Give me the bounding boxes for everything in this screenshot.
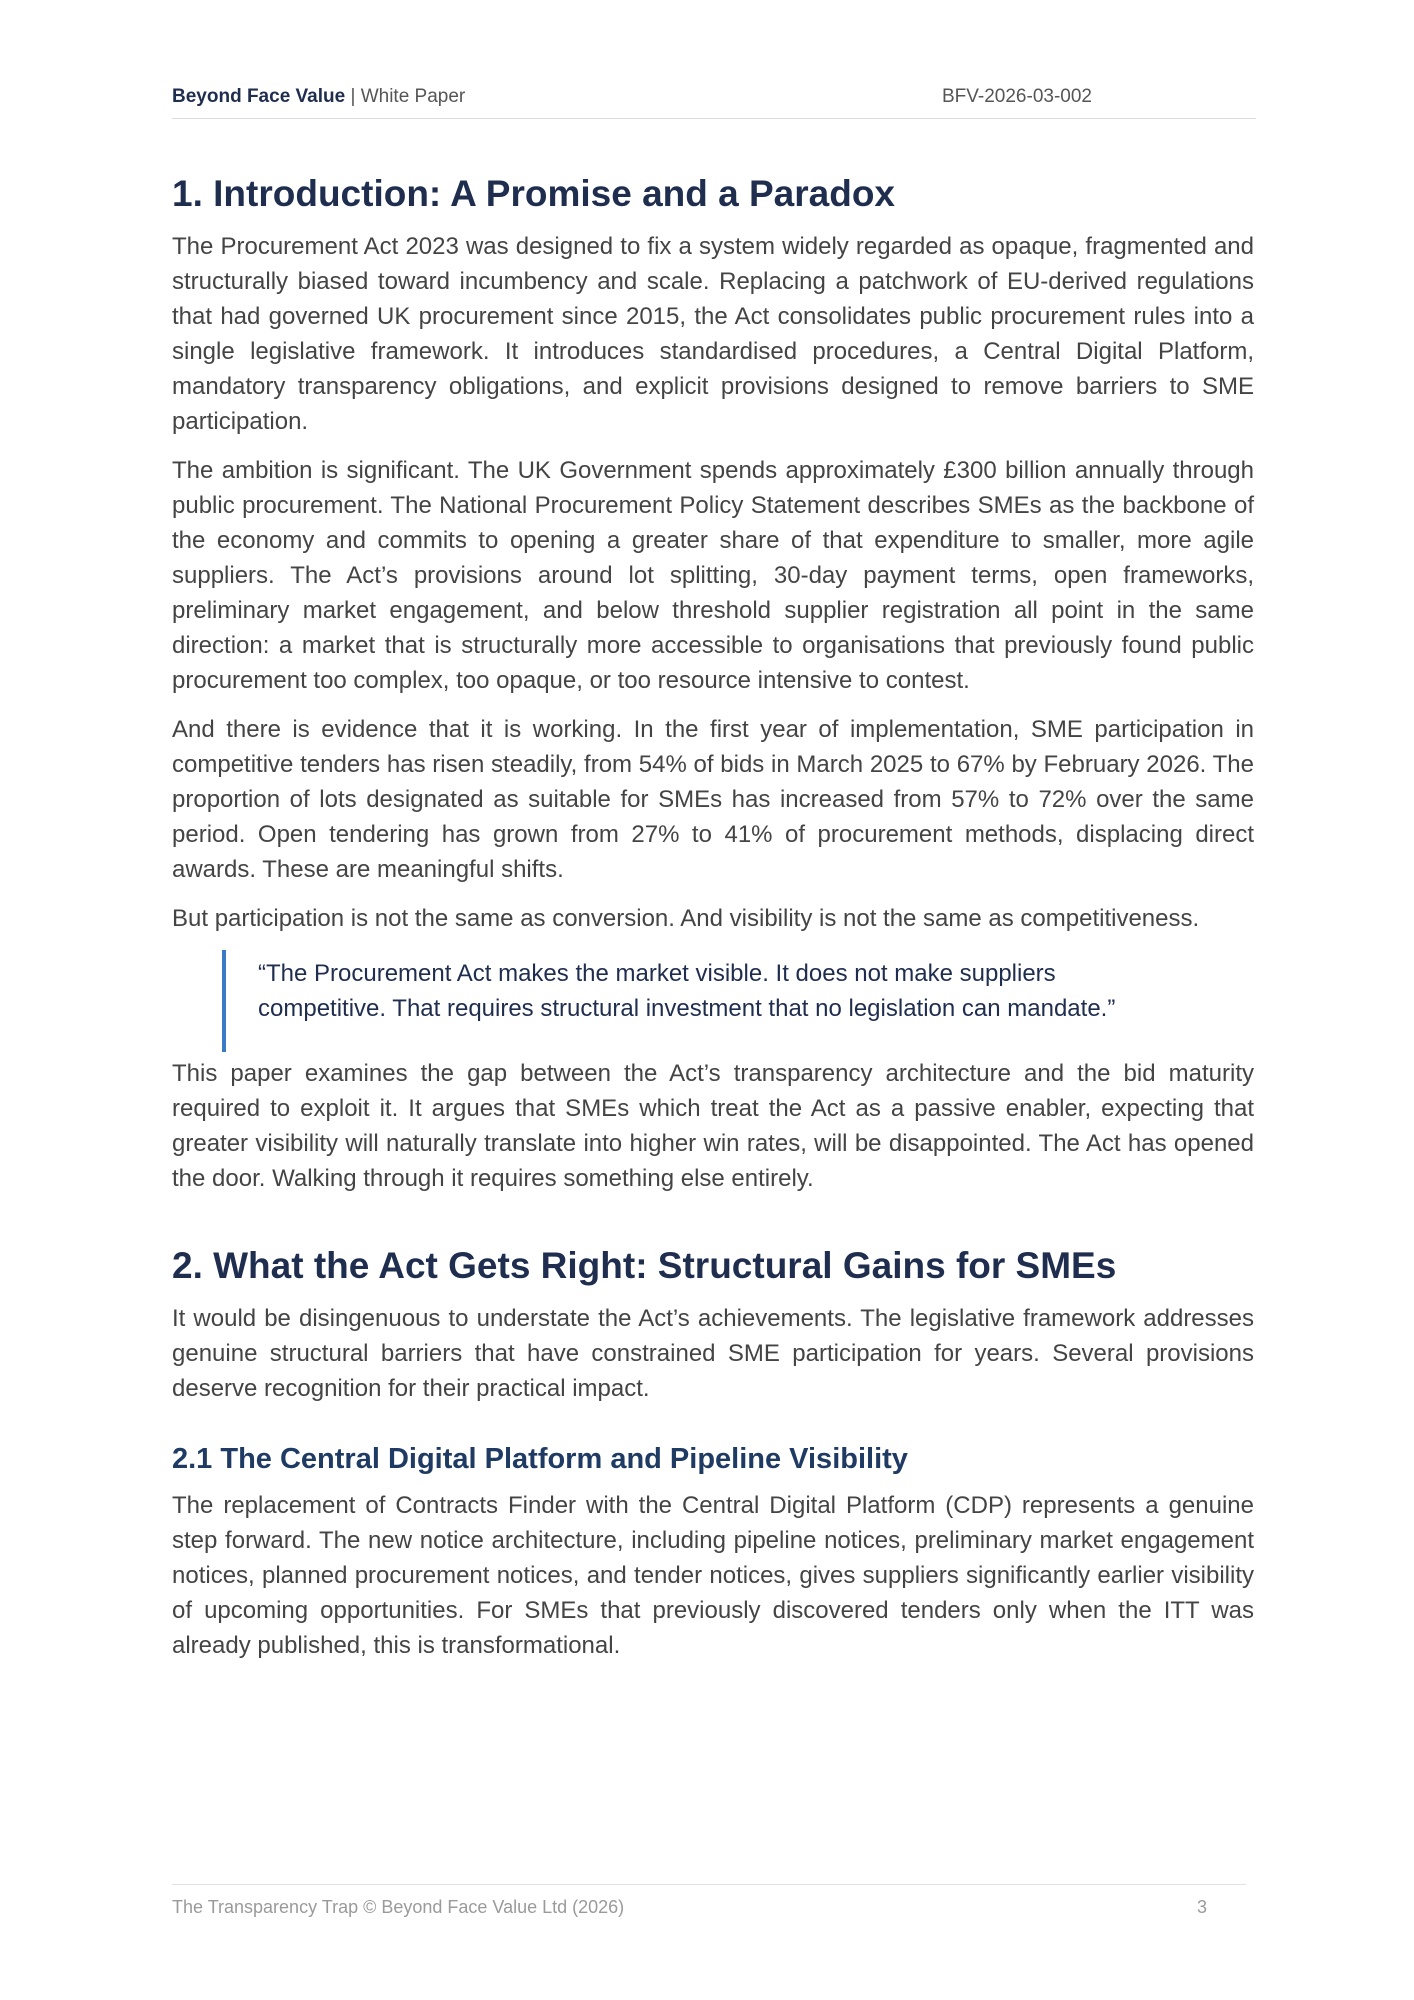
document-id: BFV-2026-03-002	[942, 86, 1092, 107]
brand-name: Beyond Face Value	[172, 86, 346, 107]
page-footer	[172, 1884, 1246, 1917]
section-heading-what-act-gets-right: 2. What the Act Gets Right: Structural Gains for SMEs	[172, 1245, 1117, 1286]
page-number: 3	[1197, 1897, 1208, 1917]
paragraph: And there is evidence that it is working. In the first year of implementation, SME participation in competitive tenders has risen steadily, from 54% of bids in March 2025 to 67% by February 2026. The proportion of lots designated as suitable for SMEs has increased from 57% to 72% over the same period. Open tendering has grown from 27% to 41% of procurement methods, displacing direct awards. These are meaningful shifts.	[172, 716, 1254, 883]
paragraph: But participation is not the same as conversion. And visibility is not the same as competitiveness.	[172, 905, 1200, 932]
section-heading-introduction: 1. Introduction: A Promise and a Paradox	[172, 173, 895, 214]
paragraph: This paper examines the gap between the Act’s transparency architecture and the bid maturity required to exploit it. It argues that SMEs which treat the Act as a passive enabler, expecting that greater visibility will naturally translate into higher win rates, will be disappointed. The Act has opened the door. Walking through it requires something else entirely.	[172, 1060, 1254, 1192]
pull-quote	[222, 950, 1158, 1052]
header-left	[172, 84, 465, 110]
section-spacer	[172, 1210, 1254, 1240]
paragraph: The replacement of Contracts Finder with the Central Digital Platform (CDP) represents a genuine step forward. The new notice architecture, including pipeline notices, preliminary market engagement notices, planned procurement notices, and tender notices, gives suppliers significantly earlier visibility of upcoming opportunities. For SMEs that previously discovered tenders only when the ITT was already published, this is transformational.	[172, 1492, 1254, 1659]
document-type: White Paper	[360, 86, 466, 107]
header-separator: |	[350, 86, 356, 107]
paragraph: The ambition is significant. The UK Government spends approximately £300 billion annually through public procurement. The National Procurement Policy Statement describes SMEs as the backbone of the economy and commits to opening a greater share of that expenditure to smaller, more agile suppliers. The Act’s provisions around lot splitting, 30-day payment terms, open frameworks, preliminary market engagement, and below threshold supplier registration all point in the same direction: a market that is structurally more accessible to organisations that previously found public procurement too complex, too opaque, or too resource intensive to contest.	[172, 457, 1254, 694]
paragraph: It would be disingenuous to understate the Act’s achievements. The legislative framework addresses genuine structural barriers that have constrained SME participation for years. Several provisions deserve recognition for their practical impact.	[172, 1305, 1254, 1402]
footer-title: The Transparency Trap © Beyond Face Value Ltd (2026)	[172, 1897, 625, 1917]
paragraph: The Procurement Act 2023 was designed to fix a system widely regarded as opaque, fragmented and structurally biased toward incumbency and scale. Replacing a patchwork of EU-derived regulations that had governed UK procurement since 2015, the Act consolidates public procurement rules into a single legislative framework. It introduces standardised procedures, a Central Digital Platform, mandatory transparency obligations, and explicit provisions designed to remove barriers to SME participation.	[172, 233, 1254, 435]
page-header	[172, 84, 1256, 119]
subsection-spacer	[172, 1420, 1254, 1438]
pull-quote-text: “The Procurement Act makes the market visible. It does not make suppliers competitive. That requires structural investment that no legislation can mandate.”	[258, 960, 1116, 1022]
page-content	[172, 168, 1254, 1677]
subsection-heading-central-digital-platform: 2.1 The Central Digital Platform and Pipeline Visibility	[172, 1443, 908, 1475]
